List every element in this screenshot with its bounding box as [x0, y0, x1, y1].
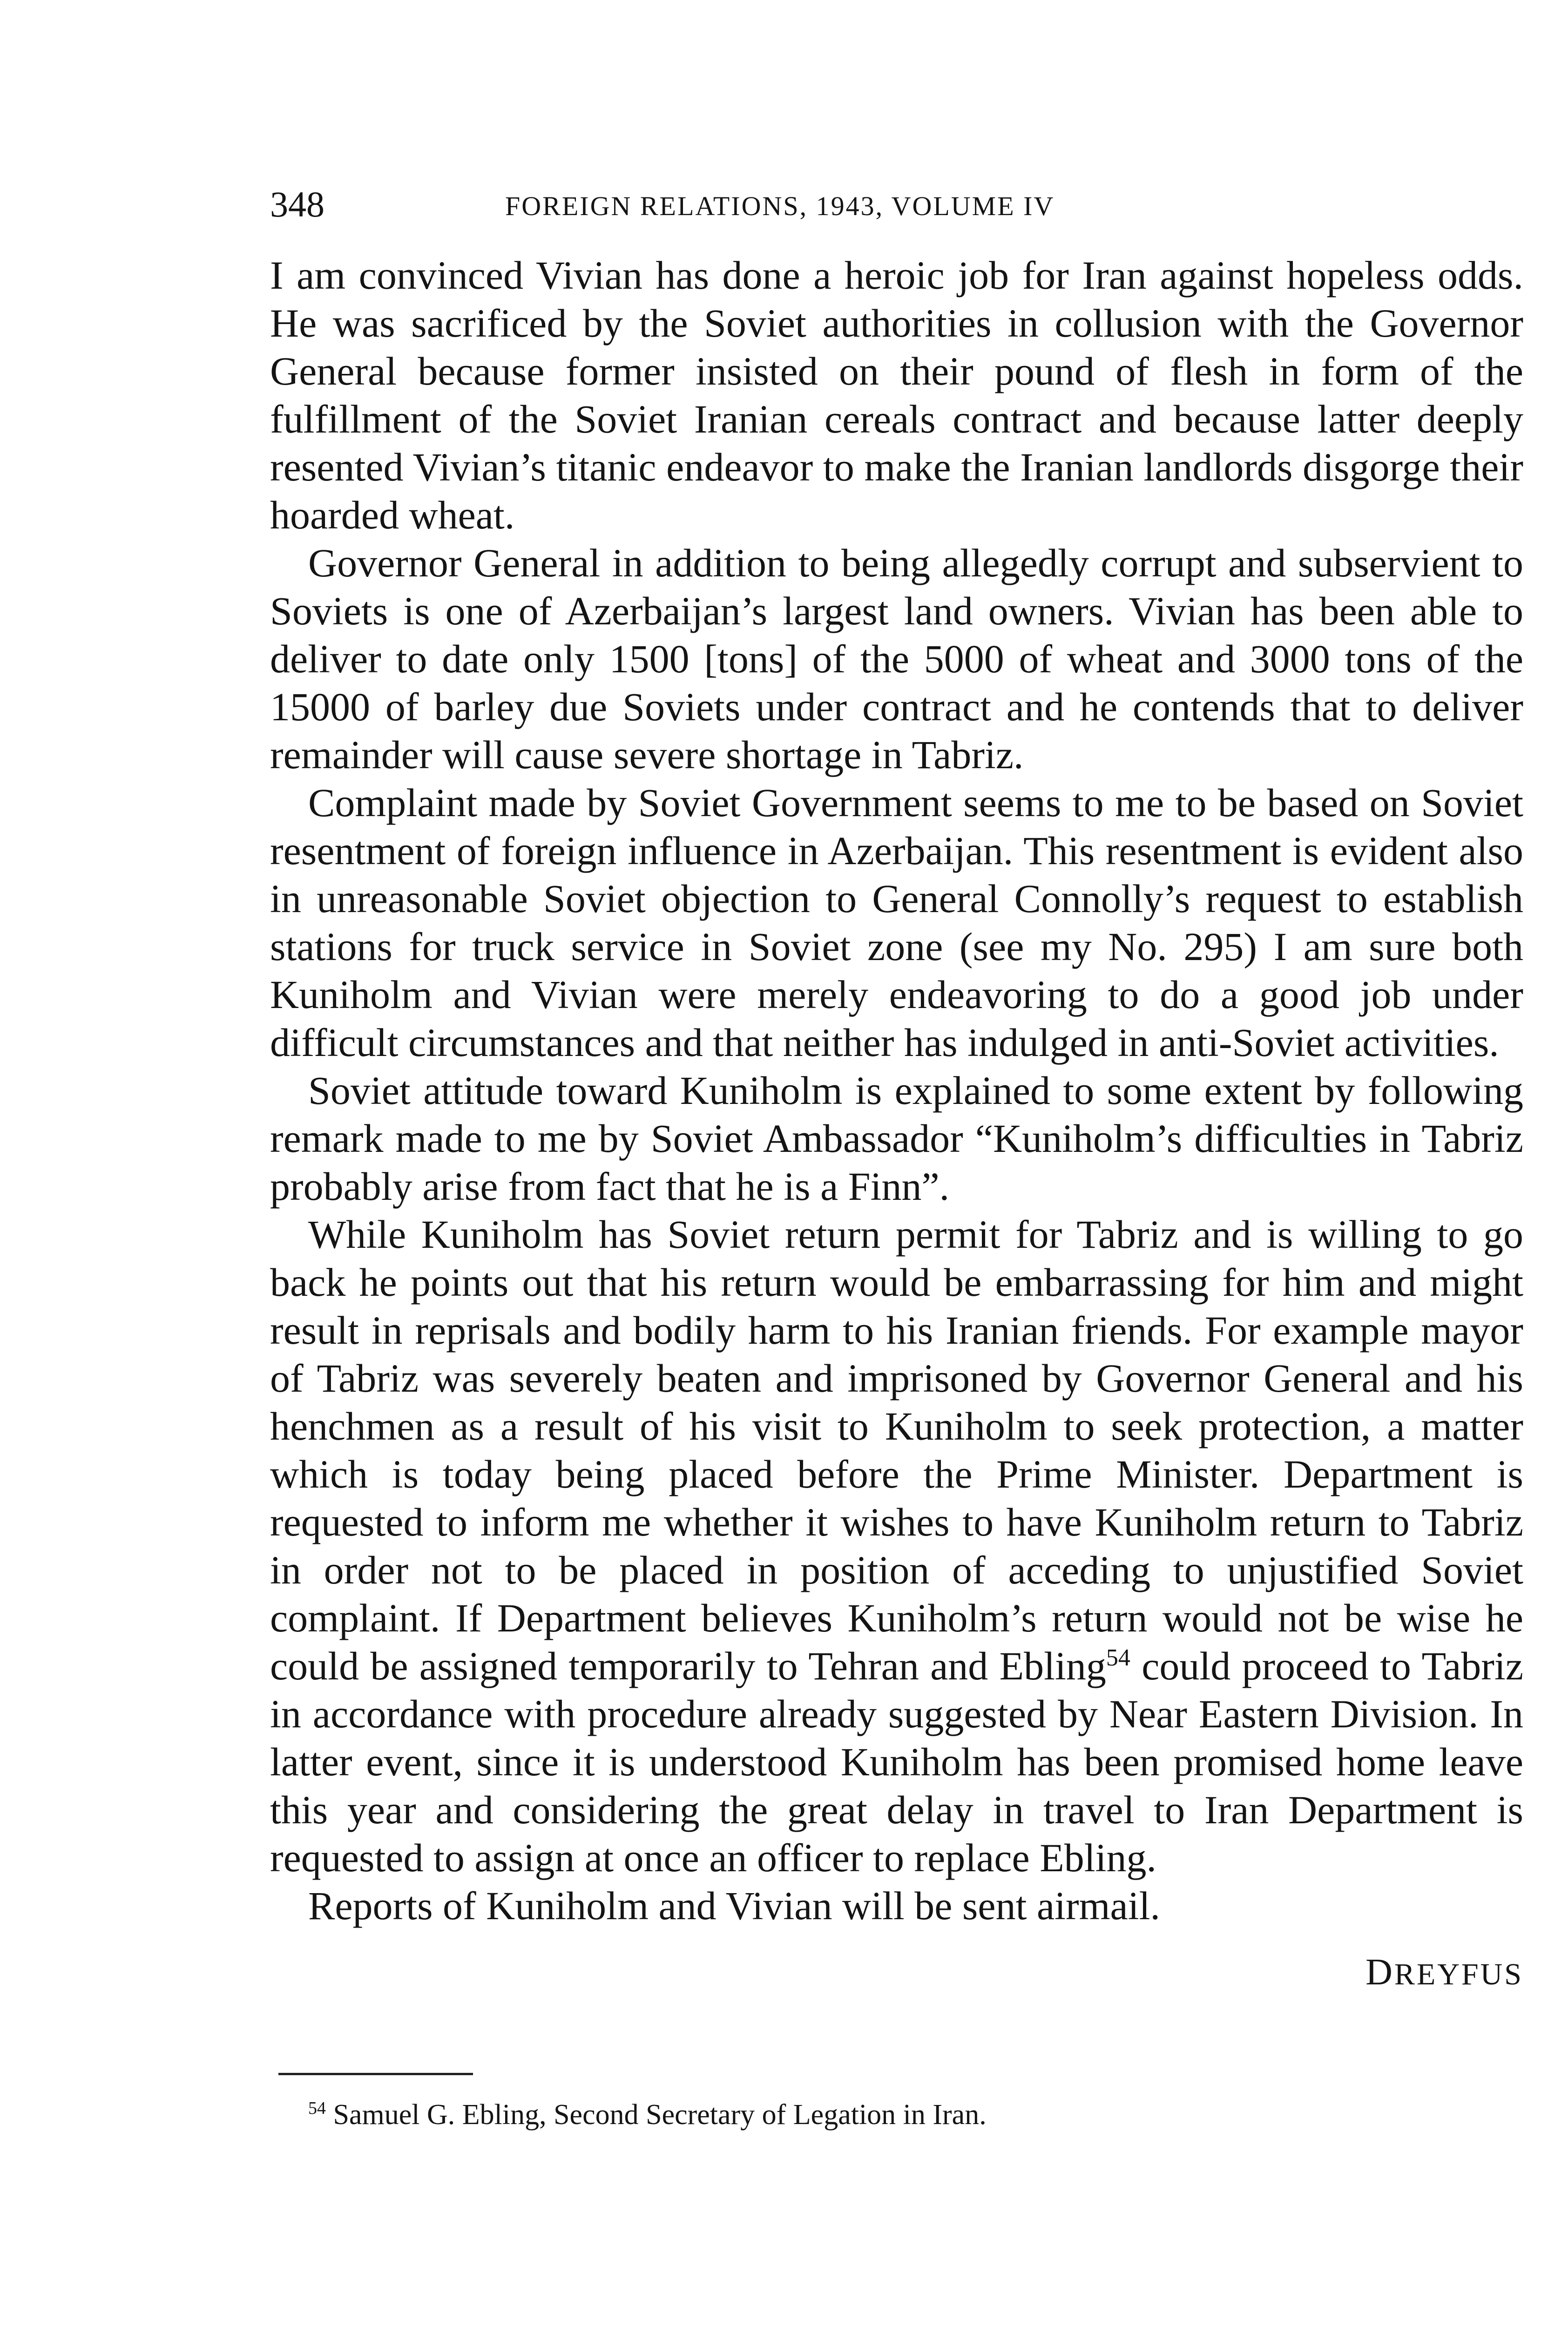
page-number: 348	[270, 184, 324, 224]
footnote	[308, 2098, 1523, 2132]
paragraph-5	[270, 1211, 1523, 1882]
paragraph-2: Governor General in addition to being allegedly corrupt and subservient to Soviets is one of Azerbaijan’s largest land owners. Vivian has been able to deliver to date only 1500 [tons] of the 5000 of wheat and 3000 tons of the 15000 of barley due Soviets under contract and he contends that to deliver remainder will cause severe shortage in Tabriz.	[270, 541, 1523, 777]
footnote-reference[interactable]: 54	[1106, 1644, 1130, 1671]
telegram-body	[270, 251, 1523, 1930]
document-page	[270, 186, 1523, 2132]
paragraph-3: Complaint made by Soviet Government seems to me to be based on Soviet resentment of foreign influence in Azerbaijan. This resentment is evident also in unreasonable Soviet objection to General Connolly’s request to establish stations for truck service in Soviet zone (see my No. 295) I am sure both Kuniholm and Vivian were merely endeavoring to do a good job under difficult circumstances and that neither has indulged in anti-Soviet activities.	[270, 780, 1523, 1065]
running-title: FOREIGN RELATIONS, 1943, VOLUME IV	[505, 191, 1055, 221]
paragraph-6: Reports of Kuniholm and Vivian will be sent airmail.	[308, 1883, 1161, 1928]
paragraph-5-text-b: could proceed to Tabriz in accordance with procedure already suggested by Near Eastern Division. In latter event, since it is understood Kuniholm has been promised home leave this year and considering the great delay in travel to Iran Department is requested to assign at once an officer to replace Ebling.	[270, 1644, 1523, 1880]
signature-rest: REYFUS	[1394, 1957, 1523, 1991]
footnote-divider	[278, 2073, 473, 2075]
paragraph-1: I am convinced Vivian has done a heroic job for Iran against hopeless odds. He was sacrificed by the Soviet authorities in collusion with the Governor General because former insisted on their pound of flesh in form of the fulfillment of the Soviet Iranian cereals contract and because latter deeply resented Vivian’s titanic endeavor to make the Iranian landlords disgorge their hoarded wheat.	[270, 253, 1523, 537]
signature	[270, 1951, 1523, 1994]
signature-initial: D	[1365, 1952, 1394, 1993]
paragraph-4: Soviet attitude toward Kuniholm is explained to some extent by following remark made to me by Soviet Ambassador “Kuniholm’s difficulties in Tabriz probably arise from fact that he is a Finn”.	[270, 1068, 1523, 1209]
running-header	[270, 186, 1523, 251]
footnote-number: 54	[308, 2098, 326, 2118]
paragraph-5-text-a: While Kuniholm has Soviet return permit for Tabriz and is willing to go back he points out that his return would be embarrassing for him and might result in reprisals and bodily harm to his Iranian friends. For example mayor of Tabriz was severely beaten and imprisoned by Governor General and his henchmen as a result of his visit to Kuniholm to seek protection, a matter which is today being placed before the Prime Minister. Department is requested to inform me whether it wishes to have Kuniholm return to Tabriz in order not to be placed in position of acceding to unjustified Soviet complaint. If Department believes Kuniholm’s return would not be wise he could be assigned temporarily to Tehran and Ebling	[270, 1212, 1523, 1688]
footnote-text: Samuel G. Ebling, Second Secretary of Legation in Iran.	[326, 2099, 987, 2131]
